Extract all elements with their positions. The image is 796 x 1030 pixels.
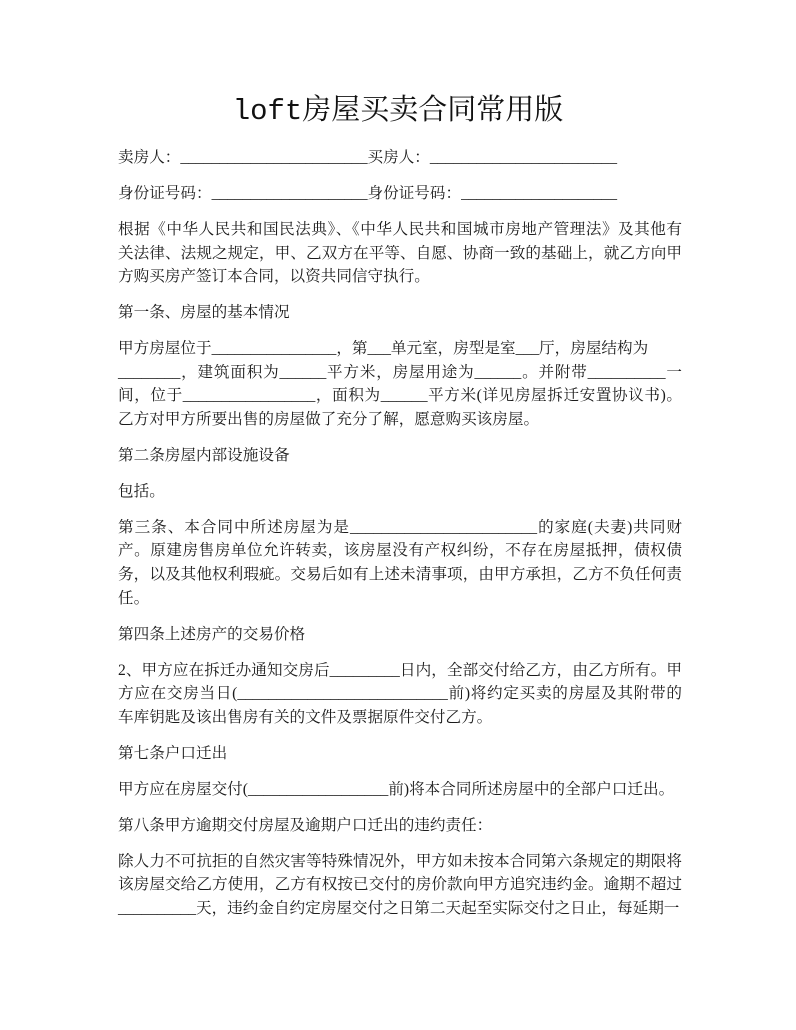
- text-line: 第八条甲方逾期交付房屋及逾期户口迁出的违约责任：: [118, 816, 493, 834]
- text-line: 任。: [118, 589, 150, 607]
- text-line: 方购买房产签订本合同，以资共同信守执行。: [118, 268, 430, 286]
- article-1-heading: [118, 301, 682, 325]
- document-body: [118, 146, 682, 933]
- text-line: 第七条户口迁出: [118, 744, 228, 762]
- text-line: 车库钥匙及该出售房有关的文件及票据原件交付乙方。: [118, 708, 493, 726]
- text-line: 第二条房屋内部设施设备: [118, 446, 290, 464]
- text-line: 方应在交房当日(___________________________前)将约定买卖的房屋及其附带的: [118, 685, 682, 703]
- article-1-paragraph: [118, 337, 682, 431]
- text-line: 根据《中华人民共和国民法典》、《中华人民共和国城市房地产管理法》及其他有: [118, 220, 682, 238]
- text-line: 甲方应在房屋交付(__________________前)将本合同所述房屋中的全部户口迁出。: [118, 780, 675, 798]
- text-line: 除人力不可抗拒的自然灾害等特殊情况外，甲方如未按本合同第六条规定的期限将: [118, 852, 682, 870]
- article-3-paragraph: [118, 516, 682, 610]
- text-line: 间，位于_________________，面积为______平方米(详见房屋拆迁安置协议书)。: [118, 387, 682, 405]
- article-4-clause-2: [118, 659, 682, 730]
- preamble-paragraph: [118, 218, 682, 289]
- text-line: 乙方对甲方所要出售的房屋做了充分了解，愿意购买该房屋。: [118, 410, 540, 428]
- party-ids: [118, 182, 682, 206]
- text-line: 包括。: [118, 482, 165, 500]
- document-title: loft房屋买卖合同常用版: [232, 95, 564, 128]
- text-line: ________，建筑面积为______平方米，房屋用途为______。并附带__________一: [118, 363, 682, 381]
- text-line: 第三条、本合同中所述房屋为是________________________的家庭(夫妻)共同财: [118, 518, 682, 536]
- article-7-paragraph: [118, 778, 682, 802]
- text-line: 务，以及其他权利瑕疵。交易后如有上述未清事项，由甲方承担，乙方不负任何责: [118, 566, 682, 584]
- text-line: 2、甲方应在拆迁办通知交房后_________日内，全部交付给乙方，由乙方所有。甲: [118, 661, 682, 679]
- text-line: 该房屋交给乙方使用，乙方有权按已交付的房价款向甲方追究违约金。逾期不超过: [118, 876, 682, 894]
- article-2-paragraph: [118, 480, 682, 504]
- text-line: 甲方房屋位于________________，第___单元室，房型是室___厅，房屋结构为: [118, 340, 649, 358]
- article-2-heading: [118, 444, 682, 468]
- text-line: 关法律、法规之规定，甲、乙双方在平等、自愿、协商一致的基础上，就乙方向甲: [118, 244, 682, 262]
- article-8-paragraph: [118, 850, 682, 921]
- article-7-heading: [118, 742, 682, 766]
- text-line: 产。原建房售房单位允许转卖，该房屋没有产权纠纷，不存在房屋抵押，债权债: [118, 542, 682, 560]
- text-line: __________天，违约金自约定房屋交付之日第二天起至实际交付之日止，每延期一: [118, 899, 680, 917]
- text-line: 第四条上述房产的交易价格: [118, 625, 306, 643]
- text-line: 卖房人：________________________买房人：________________________: [118, 149, 618, 166]
- text-line: 身份证号码：____________________身份证号码：____________________: [118, 184, 618, 202]
- party-names: [118, 146, 682, 170]
- article-4-heading: [118, 623, 682, 647]
- text-line: 第一条、房屋的基本情况: [118, 304, 290, 322]
- article-8-heading: [118, 814, 682, 838]
